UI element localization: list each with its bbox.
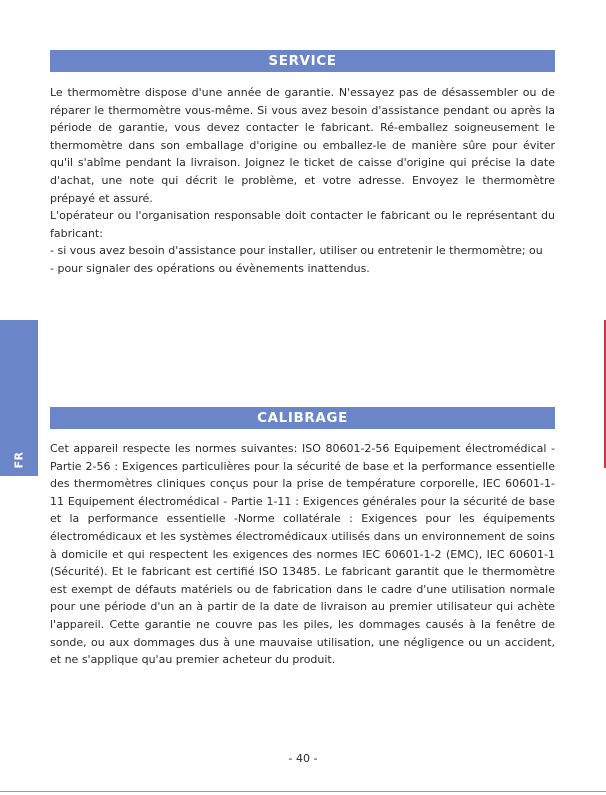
service-bullet-report: - pour signaler des opérations ou évènements inattendus. <box>50 261 370 275</box>
service-heading: SERVICE <box>50 50 555 72</box>
service-bullet-assistance: - si vous avez besoin d'assistance pour installer, utiliser ou entretenir le thermomètre; ou <box>50 244 543 258</box>
service-body <box>50 84 555 278</box>
calibrage-heading: CALIBRAGE <box>50 407 555 429</box>
bottom-rule <box>0 791 606 792</box>
calibrage-body <box>50 440 555 669</box>
page-number: - 40 - <box>288 752 318 765</box>
service-paragraph: Le thermomètre dispose d'une année de garantie. N'essayez pas de désassembler ou de réparer le thermomètre vous-même. Si vous avez besoin d'assistance pendant ou après la période de garantie, vous devez contacter le fabricant. Ré-emballez soigneusement le thermomètre dans son emballage d'origine ou emballez-le de manière sûre pour éviter qu'il s'abîme pendant la livraison. Joignez le ticket de caisse d'origine qui précise la date d'achat, une note qui décrit le problème, et votre adresse. Envoyez le thermomètre prépayé et assuré. <box>50 86 555 205</box>
calibrage-paragraph: Cet appareil respecte les normes suivantes: ISO 80601-2-56 Equipement électromédical - Partie 2-56 : Exigences particulières pour la sécurité de base et la performance essentielle des thermomètres cliniques conçus pour la prise de température corporelle, IEC 60601-1-11 Equipement électromédical - Partie 1-11 : Exigences générales pour la sécurité de base et la performance essentielle -Norme collatérale : Exigences pour les équipements électromédicaux et les systèmes électromédicaux utilisés dans un environnement de soins à domicile et qui respectent les exigences des normes IEC 60601-1-2 (EMC), IEC 60601-1 (Sécurité). Et le fabricant est certifié ISO 13485. Le fabricant garantit que le thermomètre est exempt de défauts matériels ou de fabrication dans le cadre d'une utilisation normale pour une période d'un an à partir de la date de livraison au premier utilisateur qui achète l'appareil. Cette garantie ne couvre pas les piles, les dommages causés à la fenêtre de sonde, ou aux dommages dus à une mauvaise utilisation, une négligence ou un accident, et ne s'applique qu'au premier acheteur du produit. <box>50 442 555 667</box>
language-tab-label: FR <box>12 451 26 469</box>
service-contact-line: L'opérateur ou l'organisation responsable doit contacter le fabricant ou le représentant du fabricant: <box>50 209 555 240</box>
